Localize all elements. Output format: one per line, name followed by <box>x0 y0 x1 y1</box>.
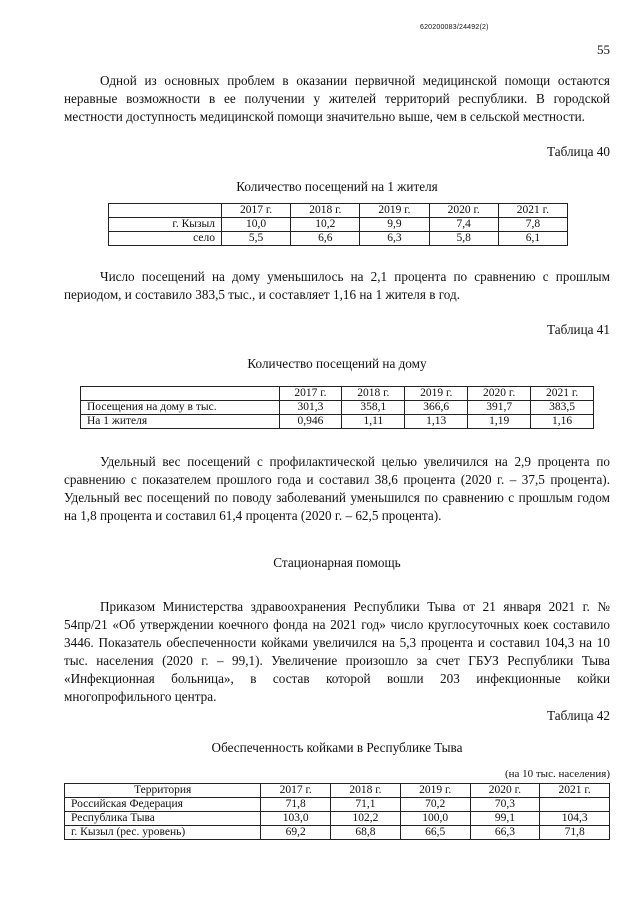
table-row <box>65 798 610 812</box>
table-cell: 301,3 <box>279 401 342 415</box>
table-column-header: 2021 г. <box>531 387 594 401</box>
table-cell: 6,6 <box>291 232 360 246</box>
table-column-header: 2019 г. <box>400 784 470 798</box>
paragraph-3-text: Удельный вес посещений с профилактической целью увеличился на 2,9 процента по сравнению с показателем прошлого года и составил 38,6 процента (2020 г. – 37,5 процента). Удельный вес посещений по поводу заболеваний уменьшился по сравнению с прошлым годом на 1,8 процента и составил 61,4 процента (2020 г. – 62,5 процента). <box>64 454 610 523</box>
table-cell: 358,1 <box>342 401 405 415</box>
table-40-label: Таблица 40 <box>547 144 610 159</box>
table-column-header: 2018 г. <box>331 784 401 798</box>
table-row <box>65 812 610 826</box>
table-row <box>81 415 594 429</box>
table-cell: 7,4 <box>429 218 498 232</box>
table-cell: 9,9 <box>360 218 429 232</box>
table-row <box>109 218 568 232</box>
table-cell: 1,11 <box>342 415 405 429</box>
table-column-header: 2019 г. <box>405 387 468 401</box>
table-cell: 10,0 <box>222 218 291 232</box>
table-header-row <box>81 387 594 401</box>
table-row-header: На 1 жителя <box>81 415 280 429</box>
table-column-header: 2020 г. <box>470 784 540 798</box>
table-cell: 5,8 <box>429 232 498 246</box>
table-cell: 103,0 <box>261 812 331 826</box>
table-column-header: 2017 г. <box>222 204 291 218</box>
section-heading: Стационарная помощь <box>273 555 401 570</box>
table-cell: 68,8 <box>331 826 401 840</box>
table-42-unit: (на 10 тыс. населения) <box>504 768 610 780</box>
table-column-header: 2021 г. <box>498 204 567 218</box>
table-row-header: село <box>109 232 222 246</box>
table-cell: 102,2 <box>331 812 401 826</box>
table-column-header: 2017 г. <box>279 387 342 401</box>
table-row <box>81 401 594 415</box>
table-cell: 70,2 <box>400 798 470 812</box>
table-cell <box>540 798 610 812</box>
table-row <box>109 232 568 246</box>
table-column-header: 2019 г. <box>360 204 429 218</box>
table-cell: 1,19 <box>468 415 531 429</box>
table-cell: 71,1 <box>331 798 401 812</box>
paragraph-1-text: Одной из основных проблем в оказании первичной медицинской помощи остаются неравные возможности в ее получении у жителей территорий республики. В городской местности доступность медицинской помощи значительно выше, чем в сельской местности. <box>64 73 610 124</box>
table-cell: 7,8 <box>498 218 567 232</box>
table-40-title: Количество посещений на 1 жителя <box>236 179 438 194</box>
table-cell: 0,946 <box>279 415 342 429</box>
table-row-header: г. Кызыл <box>109 218 222 232</box>
table-header-row <box>65 784 610 798</box>
table-cell: 5,5 <box>222 232 291 246</box>
page-number: 55 <box>597 42 610 57</box>
table-row-header: Республика Тыва <box>65 812 261 826</box>
table-row <box>65 826 610 840</box>
table-column-header: 2018 г. <box>291 204 360 218</box>
table-cell: 71,8 <box>540 826 610 840</box>
table-cell: 100,0 <box>400 812 470 826</box>
paragraph-1 <box>64 72 610 126</box>
table-42-label: Таблица 42 <box>547 708 610 723</box>
table-cell: 6,1 <box>498 232 567 246</box>
table-row-header: Посещения на дому в тыс. <box>81 401 280 415</box>
table-column-header: 2020 г. <box>429 204 498 218</box>
table-cell: 70,3 <box>470 798 540 812</box>
paragraph-4-text: Приказом Министерства здравоохранения Республики Тыва от 21 января 2021 г. № 54пр/21 «Об утверждении коечного фонда на 2021 год» число круглосуточных коек составило 3446. Показатель обеспеченности койками увеличился на 5,3 процента и составил 104,3 на 10 тыс. населения (2020 г. – 99,1). Увеличение произошло за счет ГБУЗ Республики Тыва «Инфекционная больница», в состав которой вошли 203 инфекционные койки многопрофильного центра. <box>64 599 610 704</box>
paragraph-4 <box>64 598 610 706</box>
paragraph-2 <box>64 268 610 304</box>
table-cell: 99,1 <box>470 812 540 826</box>
table-cell: 69,2 <box>261 826 331 840</box>
table-row-header: Российская Федерация <box>65 798 261 812</box>
table-cell: 66,3 <box>470 826 540 840</box>
table-41-title: Количество посещений на дому <box>247 356 427 371</box>
table-cell: 391,7 <box>468 401 531 415</box>
table-cell: 1,16 <box>531 415 594 429</box>
document-number: 620200083/24492(2) <box>420 24 489 31</box>
table-cell: 10,2 <box>291 218 360 232</box>
table-41 <box>80 386 594 429</box>
paragraph-2-text: Число посещений на дому уменьшилось на 2,1 процента по сравнению с прошлым периодом, и составило 383,5 тыс., и составляет 1,16 на 1 жителя в год. <box>64 269 610 302</box>
table-column-header: 2021 г. <box>540 784 610 798</box>
table-corner-cell <box>81 387 280 401</box>
table-cell: 71,8 <box>261 798 331 812</box>
table-40 <box>108 203 568 246</box>
paragraph-3 <box>64 453 610 525</box>
table-cell: 366,6 <box>405 401 468 415</box>
table-column-header: 2018 г. <box>342 387 405 401</box>
table-cell: 66,5 <box>400 826 470 840</box>
table-header-row <box>109 204 568 218</box>
table-42-title: Обеспеченность койками в Республике Тыва <box>211 740 463 755</box>
table-cell: 1,13 <box>405 415 468 429</box>
table-41-label: Таблица 41 <box>547 322 610 337</box>
table-cell: 383,5 <box>531 401 594 415</box>
table-42 <box>64 783 610 840</box>
table-cell: 104,3 <box>540 812 610 826</box>
table-column-header: 2017 г. <box>261 784 331 798</box>
table-corner-cell <box>109 204 222 218</box>
table-corner-cell: Территория <box>65 784 261 798</box>
table-column-header: 2020 г. <box>468 387 531 401</box>
table-row-header: г. Кызыл (рес. уровень) <box>65 826 261 840</box>
table-cell: 6,3 <box>360 232 429 246</box>
